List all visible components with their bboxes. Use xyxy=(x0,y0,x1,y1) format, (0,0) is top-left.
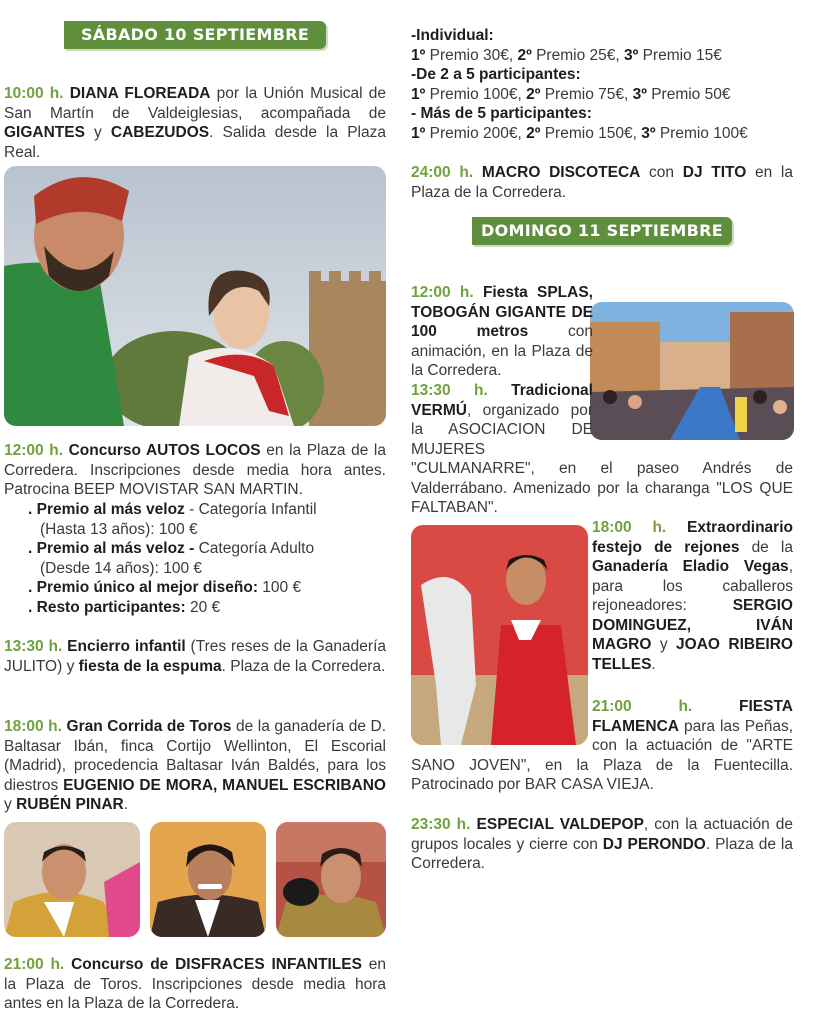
sunday-banner: DOMINGO 11 SEPTIEMBRE xyxy=(472,217,732,245)
prize-category-values: 1º Premio 100€, 2º Premio 75€, 3º Premio 50€ xyxy=(411,85,731,103)
event-text: (Tres reses de la Ganadería JULITO) y xyxy=(4,638,386,675)
event-time: 12:00 h. xyxy=(411,284,474,301)
event-text: , organizado por la ASOCIACION DE MUJERES "CULMANARRE", en el paseo Andrés de Valderrábano. Amenizado por la charanga "LOS QUE FALTABAN". xyxy=(411,401,793,516)
bullfighter-photo-1 xyxy=(4,822,140,937)
saturday-banner: SÁBADO 10 SEPTIEMBRE xyxy=(64,21,326,49)
event-text: por la Unión Musical de San Martín de Valdeiglesias, acompañada de xyxy=(4,85,386,122)
event-title: Encierro infantil xyxy=(67,638,186,655)
prize-category-values: 1º Premio 200€, 2º Premio 150€, 3º Premio 100€ xyxy=(411,124,748,142)
event-fiesta-splas xyxy=(411,283,793,383)
event-text: con xyxy=(640,164,683,181)
event-text: . xyxy=(123,796,129,813)
event-macro-discoteca xyxy=(411,163,793,202)
event-text: en la Plaza de la Corredera. xyxy=(411,164,793,201)
prize-item: . Premio al más veloz - Categoría Infantil (Hasta 13 años): 100 € xyxy=(20,500,360,539)
event-text: en la Plaza de la Corredera. Inscripciones desde media hora antes. Patrocina BEEP MOVISTAR SAN MARTIN. xyxy=(4,442,386,498)
event-time: 21:00 h. xyxy=(4,956,65,973)
event-title: Tradicional VERMÚ xyxy=(411,382,593,419)
event-bold: Ganadería Eladio Vegas xyxy=(592,558,789,575)
event-text: . Plaza de la Corredera. xyxy=(221,657,386,675)
bullfighter-photo-2 xyxy=(150,822,266,937)
event-bold: SERGIO DOMINGUEZ, IVÁN MAGRO xyxy=(592,597,793,653)
event-bold: DJ PERONDO xyxy=(602,835,706,853)
event-title: DIANA FLOREADA xyxy=(69,85,211,102)
event-text: . Salida desde la Plaza Real. xyxy=(4,124,386,161)
event-title: Gran Corrida de Toros xyxy=(66,718,232,735)
event-text: y xyxy=(84,124,111,141)
event-time: 18:00 h. xyxy=(4,718,62,735)
event-text: con animación, en la Plaza de la Corredera. xyxy=(411,323,593,379)
event-title: Extraordinario festejo de rejones xyxy=(592,519,793,556)
event-bold: GIGANTES xyxy=(4,124,85,141)
prize-category: -Individual: xyxy=(411,27,494,44)
event-text: y xyxy=(651,636,677,653)
giants-photo xyxy=(4,166,386,426)
event-text: y xyxy=(4,796,17,813)
event-bold: CABEZUDOS xyxy=(110,124,210,141)
event-text: . xyxy=(651,655,656,673)
event-text: de la ganadería de D. Baltasar Ibán, finca Cortijo Wellinton, El Escorial (Madrid), procedencia Baltasar Iván Baldés, para los diestros xyxy=(4,718,386,794)
prize-list xyxy=(20,500,360,617)
event-bold: DJ TITO xyxy=(682,164,747,181)
event-time: 12:00 h. xyxy=(4,442,64,459)
event-text: . Plaza de la Corredera. xyxy=(411,835,794,872)
event-bold: EUGENIO DE MORA, MANUEL ESCRIBANO xyxy=(63,776,386,794)
event-title: MACRO DISCOTECA xyxy=(481,164,641,181)
event-title: ESPECIAL VALDEPOP xyxy=(476,816,644,833)
prize-category: -De 2 a 5 participantes: xyxy=(411,66,581,83)
prize-item: . Resto participantes: 20 € xyxy=(20,598,360,618)
event-text: , para los caballeros rejoneadores: xyxy=(592,558,793,614)
event-title: FIESTA FLAMENCA xyxy=(592,698,793,735)
event-text: , con la actuación de grupos locales y cierre con xyxy=(411,816,794,853)
event-title: Concurso AUTOS LOCOS xyxy=(68,442,261,459)
event-text: para las Peñas, con la actuación de "ARTE SANO JOVEN", en la Plaza de la Fuentecilla. Patrocinado por BAR CASA VIEJA. xyxy=(411,717,793,793)
event-autos-locos xyxy=(4,441,386,500)
event-bold: fiesta de la espuma xyxy=(78,657,222,675)
prize-category: - Más de 5 participantes: xyxy=(411,105,592,122)
event-time: 10:00 h. xyxy=(4,85,64,102)
event-fiesta-flamenca xyxy=(411,697,793,795)
event-corrida-toros xyxy=(4,717,386,815)
event-time: 23:30 h. xyxy=(411,816,471,833)
event-especial-valdepop xyxy=(411,815,793,874)
event-time: 21:00 h. xyxy=(592,698,693,715)
event-text: en la Plaza de Toros. Inscripciones desde media hora antes en la Plaza de la Corredera. xyxy=(4,956,386,1012)
prize-item: . Premio al más veloz - Categoría Adulto (Desde 14 años): 100 € xyxy=(20,539,360,578)
event-disfraces xyxy=(4,955,386,1014)
prize-item: . Premio único al mejor diseño: 100 € xyxy=(20,578,360,598)
event-encierro-infantil xyxy=(4,637,386,676)
event-rejones xyxy=(411,518,793,678)
bullfighter-photo-3 xyxy=(276,822,386,937)
event-time: 13:30 h. xyxy=(4,638,63,655)
event-time: 13:30 h. xyxy=(411,382,488,399)
event-text: de la xyxy=(739,538,793,556)
prize-categories xyxy=(411,26,831,143)
event-time: 18:00 h. xyxy=(592,519,667,536)
event-time: 24:00 h. xyxy=(411,164,474,181)
event-vermu xyxy=(411,381,793,518)
event-bold: RUBÉN PINAR xyxy=(16,796,124,813)
event-title: Concurso de DISFRACES INFANTILES xyxy=(71,956,362,973)
event-diana-floreada xyxy=(4,84,386,162)
event-bold: JOAO RIBEIRO TELLES xyxy=(592,636,793,673)
event-title: Fiesta SPLAS, TOBOGÁN GIGANTE DE 100 metros xyxy=(411,284,593,340)
prize-category-values: 1º Premio 30€, 2º Premio 25€, 3º Premio 15€ xyxy=(411,46,722,64)
